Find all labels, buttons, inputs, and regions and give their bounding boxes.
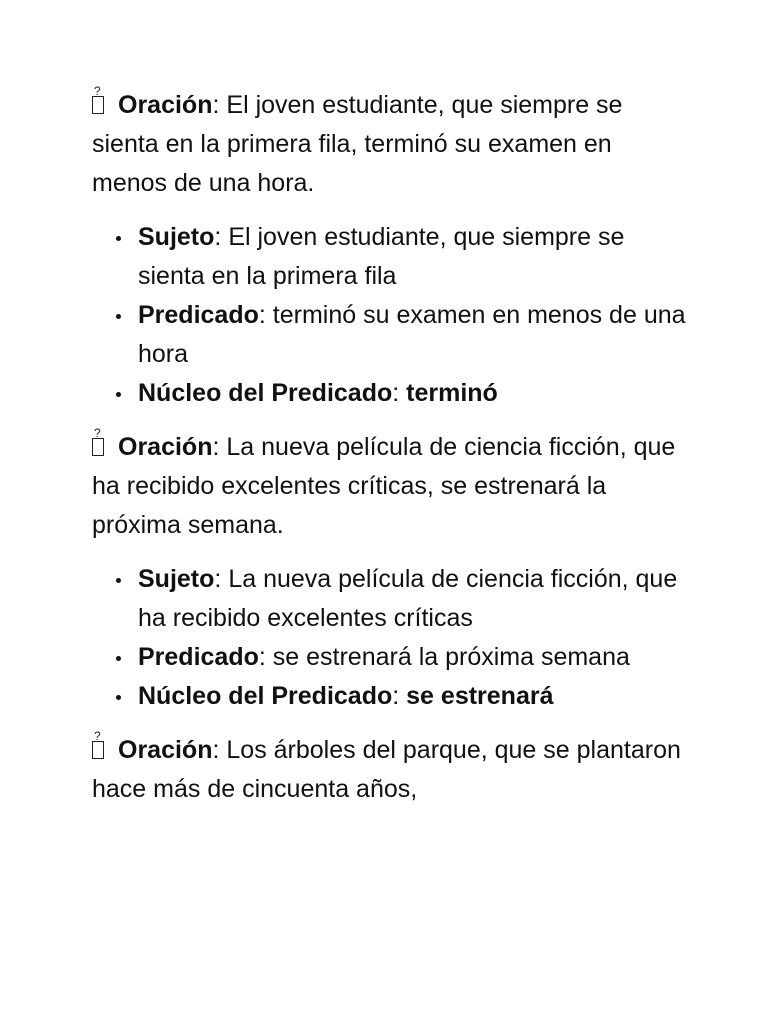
list-item-subject: Sujeto: El joven estudiante, que siempre se sienta en la primera fila	[138, 218, 692, 296]
part-label: Núcleo del Predicado	[138, 682, 393, 710]
document-page	[92, 86, 692, 824]
part-text: La nueva película de ciencia ficción, que ha recibido excelentes críticas	[138, 565, 678, 632]
part-text: terminó	[406, 379, 498, 407]
bullet-icon	[116, 314, 121, 319]
missing-glyph-icon	[92, 438, 104, 456]
sentence-1: ?Oración: El joven estudiante, que siempre se sienta en la primera fila, terminó su examen en menos de una hora.	[92, 86, 692, 203]
bullet-icon	[116, 656, 121, 661]
bullet-icon	[116, 236, 121, 241]
part-text: se estrenará la próxima semana	[272, 643, 630, 671]
missing-glyph-icon	[92, 96, 104, 114]
list-item-predicate-nucleus: Núcleo del Predicado: se estrenará	[138, 677, 692, 716]
part-label: Predicado	[138, 301, 259, 329]
sentence-text: La nueva película de ciencia ficción, que ha recibido excelentes críticas, se estrenará la próxima semana.	[92, 433, 676, 539]
part-text: terminó su examen en menos de una hora	[138, 301, 686, 368]
part-text: El joven estudiante, que siempre se sienta en la primera fila	[138, 223, 625, 290]
list-item-predicate: Predicado: se estrenará la próxima semana	[138, 638, 692, 677]
bullet-icon	[116, 392, 121, 397]
part-label: Predicado	[138, 643, 259, 671]
list-item-subject: Sujeto: La nueva película de ciencia ficción, que ha recibido excelentes críticas	[138, 560, 692, 638]
analysis-list-1	[92, 218, 692, 413]
missing-glyph-icon	[92, 741, 104, 759]
part-label: Sujeto	[138, 223, 215, 251]
sentence-2: ?Oración: La nueva película de ciencia ficción, que ha recibido excelentes críticas, se estrenará la próxima semana.	[92, 428, 692, 545]
bullet-icon	[116, 578, 121, 583]
sentence-label: Oración	[118, 433, 213, 461]
sentence-text: El joven estudiante, que siempre se sienta en la primera fila, terminó su examen en menos de una hora.	[92, 91, 623, 197]
part-label: Sujeto	[138, 565, 215, 593]
list-item-predicate-nucleus: Núcleo del Predicado: terminó	[138, 374, 692, 413]
part-label: Núcleo del Predicado	[138, 379, 393, 407]
list-item-predicate: Predicado: terminó su examen en menos de una hora	[138, 296, 692, 374]
sentence-3: ?Oración: Los árboles del parque, que se plantaron hace más de cincuenta años,	[92, 731, 692, 809]
sentence-text: Los árboles del parque, que se plantaron hace más de cincuenta años,	[92, 736, 681, 803]
analysis-list-2	[92, 560, 692, 716]
bullet-icon	[116, 695, 121, 700]
sentence-label: Oración	[118, 736, 213, 764]
part-text: se estrenará	[406, 682, 554, 710]
sentence-label: Oración	[118, 91, 213, 119]
